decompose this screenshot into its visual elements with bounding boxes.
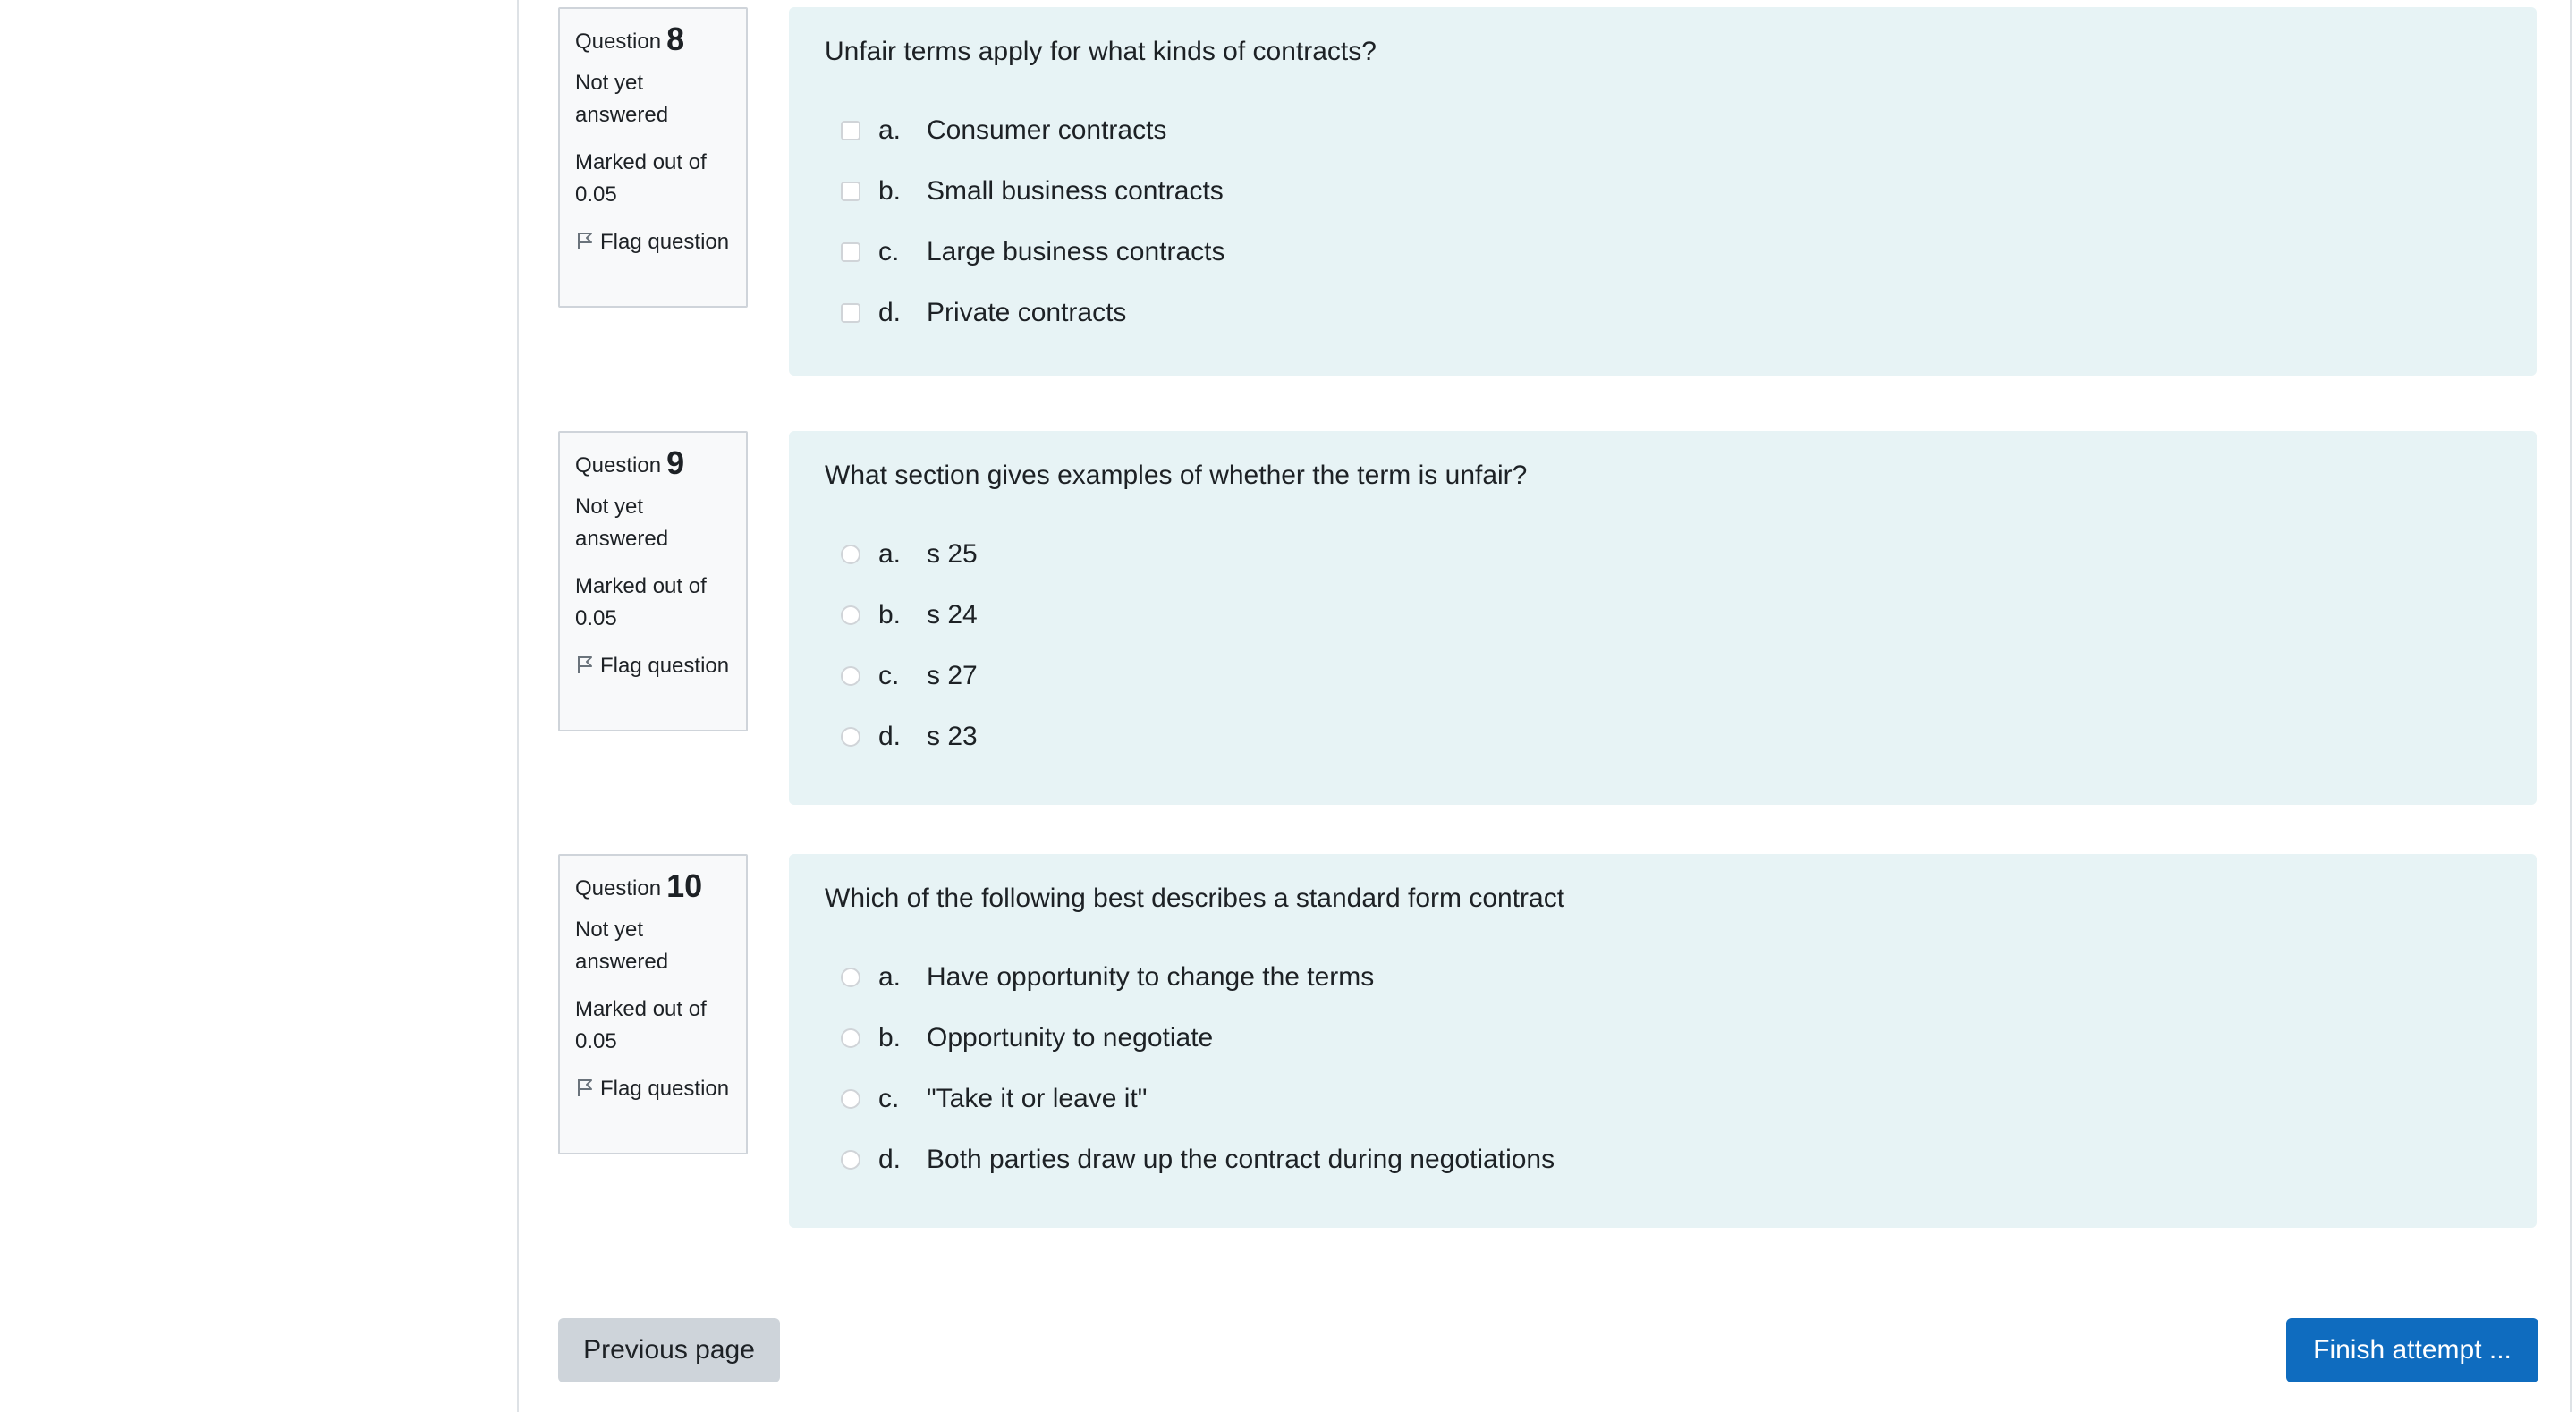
answer-text: Consumer contracts — [927, 115, 1167, 145]
flag-question-label: Flag question — [600, 230, 730, 254]
answer-option[interactable] — [825, 947, 2501, 1008]
question-content-10 — [789, 854, 2537, 1228]
answer-letter: c. — [878, 661, 900, 690]
answer-list — [825, 524, 2501, 767]
question-grade: Marked out of 0.05 — [575, 150, 707, 207]
previous-page-button[interactable]: Previous page — [558, 1318, 780, 1382]
answer-letter: b. — [878, 176, 902, 206]
answer-option[interactable] — [825, 1129, 2501, 1190]
answer-text: s 25 — [927, 539, 978, 569]
answer-checkbox[interactable] — [841, 182, 860, 201]
answer-option[interactable] — [825, 585, 2501, 646]
answer-text: Private contracts — [927, 298, 1127, 327]
flag-question-link[interactable] — [575, 1073, 732, 1105]
question-info-9 — [558, 431, 748, 731]
question-content-9 — [789, 431, 2537, 805]
question-grade: Marked out of 0.05 — [575, 574, 707, 630]
question-number-value: 8 — [666, 21, 685, 57]
answer-letter: a. — [878, 539, 902, 569]
answer-radio[interactable] — [841, 1028, 860, 1048]
answer-radio[interactable] — [841, 605, 860, 625]
left-drawer-area — [0, 0, 519, 1412]
answer-text: s 27 — [927, 661, 978, 690]
answer-option[interactable] — [825, 283, 2501, 343]
question-grade: Marked out of 0.05 — [575, 997, 707, 1053]
answer-letter: d. — [878, 722, 902, 751]
flag-icon — [575, 655, 595, 674]
flag-question-link[interactable] — [575, 226, 732, 258]
flag-question-link[interactable] — [575, 650, 732, 682]
flag-icon — [575, 231, 595, 250]
answer-option[interactable] — [825, 1069, 2501, 1129]
question-content-8 — [789, 7, 2537, 376]
answer-text: s 23 — [927, 722, 978, 751]
answer-option[interactable] — [825, 161, 2501, 222]
answer-text: Both parties draw up the contract during negotiations — [927, 1145, 1555, 1174]
answer-letter: c. — [878, 1084, 900, 1113]
answer-checkbox[interactable] — [841, 121, 860, 140]
answer-text: s 24 — [927, 600, 978, 630]
answer-text: Have opportunity to change the terms — [927, 962, 1375, 992]
answer-checkbox[interactable] — [841, 303, 860, 323]
question-state: Not yet answered — [575, 71, 669, 127]
question-label: Question — [575, 453, 662, 478]
answer-radio[interactable] — [841, 666, 860, 686]
question-text: Which of the following best describes a standard form contract — [825, 884, 1565, 913]
question-label: Question — [575, 30, 662, 54]
answer-option[interactable] — [825, 524, 2501, 585]
flag-question-label: Flag question — [600, 1077, 730, 1101]
answer-option[interactable] — [825, 1008, 2501, 1069]
answer-letter: a. — [878, 962, 902, 992]
question-label: Question — [575, 876, 662, 900]
answer-option[interactable] — [825, 706, 2501, 767]
answer-radio[interactable] — [841, 968, 860, 987]
answer-text: Large business contracts — [927, 237, 1225, 266]
answer-letter: d. — [878, 1145, 902, 1174]
question-number — [575, 868, 732, 907]
answer-letter: b. — [878, 600, 902, 630]
answer-list — [825, 100, 2501, 343]
question-number-value: 9 — [666, 444, 685, 481]
question-state: Not yet answered — [575, 917, 669, 974]
answer-list — [825, 947, 2501, 1190]
answer-letter: a. — [878, 115, 902, 145]
flag-question-label: Flag question — [600, 654, 730, 678]
answer-letter: d. — [878, 298, 902, 327]
question-state: Not yet answered — [575, 495, 669, 551]
answer-option[interactable] — [825, 222, 2501, 283]
answer-radio[interactable] — [841, 727, 860, 747]
question-number — [575, 21, 732, 60]
right-divider — [2570, 0, 2572, 1412]
answer-text: Opportunity to negotiate — [927, 1023, 1214, 1053]
finish-attempt-button[interactable]: Finish attempt ... — [2286, 1318, 2538, 1382]
answer-radio[interactable] — [841, 1089, 860, 1109]
answer-letter: c. — [878, 237, 900, 266]
question-text: Unfair terms apply for what kinds of contracts? — [825, 37, 1377, 66]
answer-letter: b. — [878, 1023, 902, 1053]
question-number — [575, 445, 732, 484]
answer-radio[interactable] — [841, 545, 860, 564]
answer-text: "Take it or leave it" — [927, 1084, 1148, 1113]
answer-radio[interactable] — [841, 1150, 860, 1170]
flag-icon — [575, 1078, 595, 1097]
answer-checkbox[interactable] — [841, 242, 860, 262]
question-number-value: 10 — [666, 867, 703, 904]
question-info-8 — [558, 7, 748, 308]
question-text: What section gives examples of whether the term is unfair? — [825, 461, 1528, 490]
answer-option[interactable] — [825, 100, 2501, 161]
question-info-10 — [558, 854, 748, 1154]
answer-option[interactable] — [825, 646, 2501, 706]
answer-text: Small business contracts — [927, 176, 1224, 206]
